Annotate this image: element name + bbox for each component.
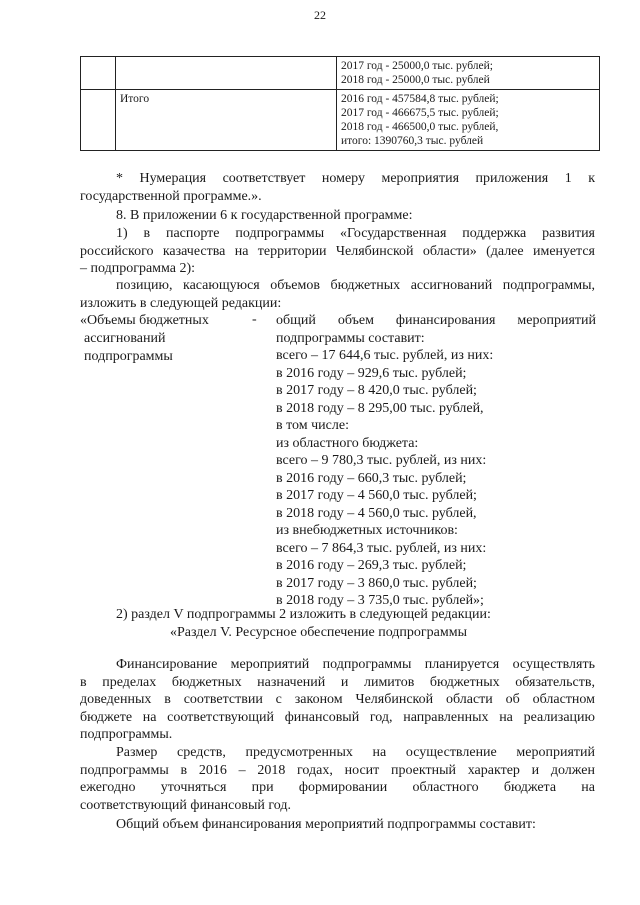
subitem-2-text: 2) раздел V подпрограммы 2 изложить в следующей редакции: — [116, 607, 491, 622]
passport-value-line: из областного бюджета: — [276, 435, 419, 451]
position-line: позицию, касающуюся объемов бюджетных ассигнований подпрограммы, — [116, 278, 595, 293]
subitem-2 — [80, 606, 595, 624]
passport-value-line: в 2016 году – 269,3 тыс. рублей; — [276, 558, 467, 573]
page-number: 22 — [314, 8, 326, 22]
passport-value-line: всего – 17 644,6 тыс. рублей, из них: — [276, 348, 494, 363]
paragraph-line: Размер средств, предусмотренных на осуществление мероприятий — [116, 745, 595, 760]
paragraph-size — [80, 744, 595, 814]
table-value-line: 2018 год - 25000,0 тыс. рублей — [341, 74, 490, 86]
passport-value-line: подпрограммы составит: — [276, 330, 425, 346]
position-line: изложить в следующей редакции: — [80, 295, 282, 311]
subitem-1-line: российского казачества на территории Челябинской области» (далее именуется — [80, 243, 595, 259]
footnote-line: государственной программе.». — [80, 188, 262, 204]
table-cell-values — [337, 90, 600, 151]
passport-value-line: в 2017 году – 4 560,0 тыс. рублей; — [276, 488, 477, 503]
item-8-heading — [80, 207, 595, 225]
paragraph-line: в пределах бюджетных назначений и лимитов бюджетных обязательств, — [80, 674, 595, 690]
passport-value-line: в 2018 году – 3 735,0 тыс. рублей»; — [276, 593, 484, 608]
passport-value-line: всего – 9 780,3 тыс. рублей, из них: — [276, 453, 487, 468]
table-value-line: 2018 год - 466500,0 тыс. рублей, — [341, 121, 499, 133]
passport-value-line: в 2018 году – 4 560,0 тыс. рублей, — [276, 505, 477, 521]
passport-values — [276, 312, 596, 610]
section-title-text: «Раздел V. Ресурсное обеспечение подпрограммы — [170, 625, 468, 640]
subitem-1-line: – подпрограмма 2): — [80, 261, 196, 276]
paragraph-line: Финансирование мероприятий подпрограммы планируется осуществлять — [116, 657, 595, 672]
table-value-line: 2016 год - 457584,8 тыс. рублей; — [341, 93, 499, 105]
paragraph-financing — [80, 656, 595, 744]
footnote-line: * Нумерация соответствует номеру мероприятия приложения 1 к — [116, 171, 595, 186]
paragraph-total — [80, 816, 595, 834]
table-value-line: итого: 1390760,3 тыс. рублей — [341, 135, 484, 147]
passport-dash: - — [252, 312, 257, 327]
passport-value-line: в том числе: — [276, 418, 349, 433]
passport-label-line: подпрограммы — [84, 349, 173, 364]
item-8-text: 8. В приложении 6 к государственной программе: — [116, 208, 413, 223]
passport-value-line: из внебюджетных источников: — [276, 523, 458, 538]
table-cell-label: Итого — [116, 90, 337, 151]
paragraph-line: бюджете на соответствующий финансовый год, направленных на реализацию — [80, 709, 595, 725]
passport-value-line: общий объем финансирования мероприятий — [276, 313, 596, 328]
paragraph-line: подпрограммы в 2016 – 2018 годах, носит проектный характер и должен — [80, 762, 595, 778]
table-cell-label — [116, 57, 337, 90]
paragraph-line: ежегодно уточняться при формировании областного бюджета на — [80, 780, 595, 795]
passport-label-line: ассигнований — [84, 331, 166, 346]
table-cell-number — [81, 57, 116, 90]
financing-table — [80, 56, 600, 151]
passport-value-line: в 2016 году – 929,6 тыс. рублей; — [276, 365, 467, 381]
passport-label-line: «Объемы бюджетных — [80, 313, 209, 328]
paragraph-total-text: Общий объем финансирования мероприятий подпрограммы составит: — [116, 817, 536, 832]
subitem-1-line: 1) в паспорте подпрограммы «Государственная поддержка развития — [116, 226, 595, 241]
table-cell-values — [337, 57, 600, 90]
paragraph-line: подпрограммы. — [80, 727, 173, 742]
table-row — [81, 57, 600, 90]
table-row — [81, 90, 600, 151]
passport-value-line: в 2017 году – 3 860,0 тыс. рублей; — [276, 575, 477, 591]
subitem-1 — [80, 225, 595, 278]
passport-value-line: в 2017 году – 8 420,0 тыс. рублей; — [276, 383, 477, 398]
section-title — [80, 624, 595, 642]
table-value-line: 2017 год - 25000,0 тыс. рублей; — [341, 60, 493, 72]
paragraph-line: доведенных в соответствии с законом Челябинской области об областном — [80, 692, 595, 707]
passport-value-line: в 2016 году – 660,3 тыс. рублей; — [276, 470, 467, 486]
position-instruction — [80, 277, 595, 312]
passport-value-line: в 2018 году – 8 295,00 тыс. рублей, — [276, 400, 484, 416]
table-cell-number — [81, 90, 116, 151]
table-value-line: 2017 год - 466675,5 тыс. рублей; — [341, 107, 499, 119]
paragraph-line: соответствующий финансовый год. — [80, 797, 291, 813]
footnote — [80, 170, 595, 205]
passport-value-line: всего – 7 864,3 тыс. рублей, из них: — [276, 540, 487, 556]
